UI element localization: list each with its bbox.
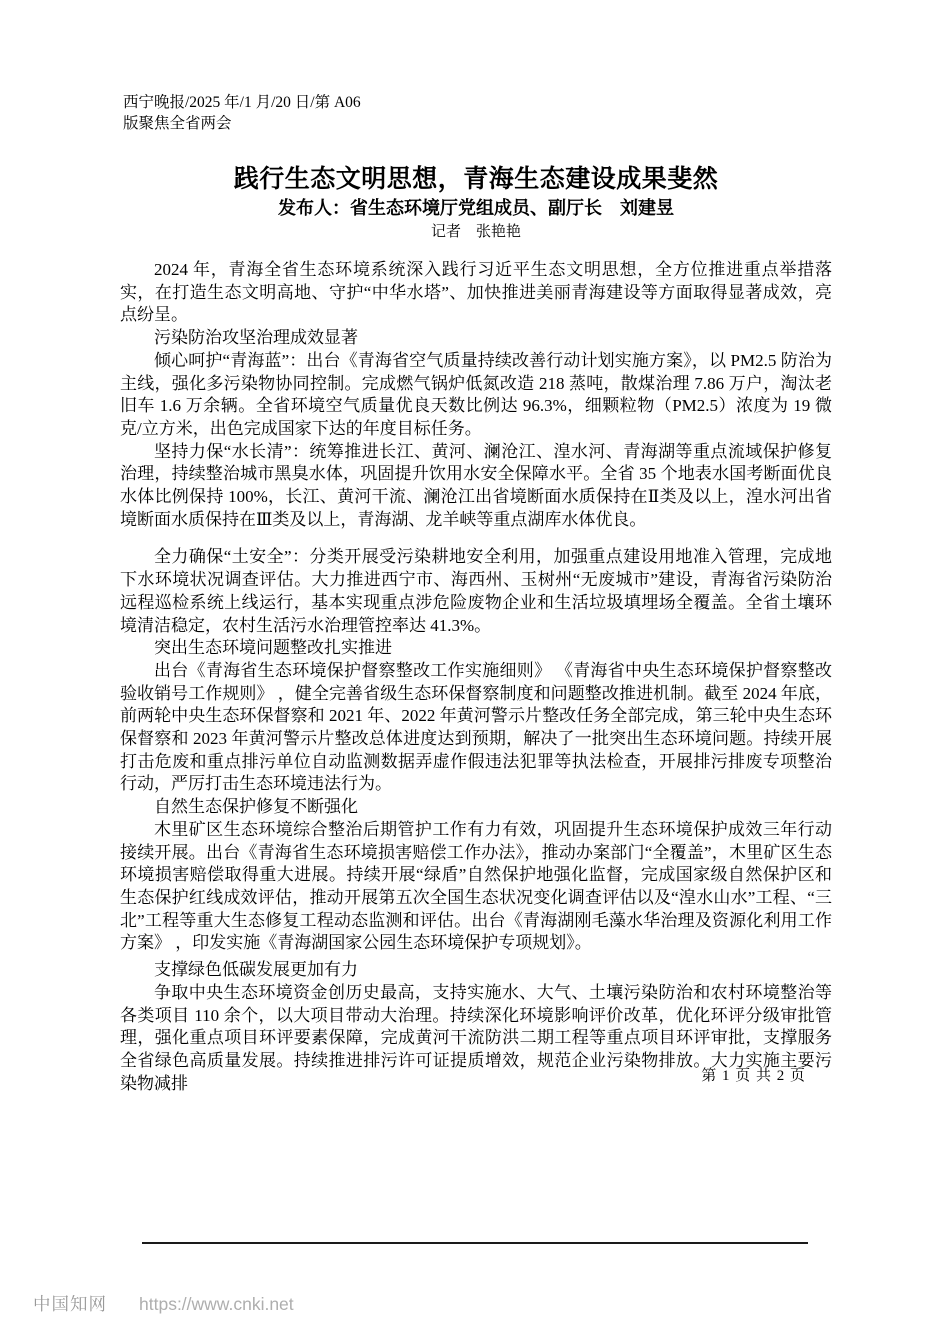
article-title: 践行生态文明思想，青海生态建设成果斐然 (233, 166, 719, 193)
cnki-footer (33, 1291, 294, 1316)
article-paragraph: 出台《青海省生态环境保护督察整改工作实施细则》 《青海省中央生态环境保护督察整改验收销号工作规则》 ，健全完善省级生态环保督察制度和问题整改推进机制。截至 2024 年底，前两轮中央生态环保督察和 2021 年、2022 年黄河警示片整改任务全部完成，第三轮中央生态环保督察和 2023 年黄河警示片整改总体进度达到预期，解决了一批突出生态环境问题。持续开展打击危废和重点排污单位自动监测数据弄虚作假违法犯罪等执法检查，开展排污排废专项整治行动，严厉打击生态环境违法行为。 (120, 660, 832, 794)
source-masthead (123, 92, 835, 134)
section-heading: 污染防治攻坚治理成效显著 (154, 328, 358, 348)
footer-divider (142, 1242, 808, 1244)
article-body (120, 259, 832, 1095)
section-heading: 突出生态环境问题整改扎实推进 (154, 638, 392, 658)
source-line-1: 西宁晚报/2025 年/1 月/20 日/第 A06 (123, 94, 361, 111)
page-number: 第 1 页 共 2 页 (701, 1068, 806, 1084)
article-subtitle: 发布人：省生态环境厅党组成员、副厅长 刘建昱 (278, 198, 674, 218)
article-paragraph: 木里矿区生态环境综合整治后期管护工作有力有效，巩固提升生态环境保护成效三年行动接续开展。出台《青海省生态环境损害赔偿工作办法》，推动办案部门“全覆盖”，木里矿区生态环境损害赔偿取得重大进展。持续开展“绿盾”自然保护地强化监督，完成国家级自然保护区和生态保护红线成效评估，推动开展第五次全国生态状况变化调查评估以及“湟水山水”工程、“三北”工程等重大生态修复工程动态监测和评估。出台《青海湖刚毛藻水华治理及资源化利用工作方案》 ，印发实施《青海湖国家公园生态环境保护专项规划》。 (120, 819, 832, 953)
cnki-brand-label: 中国知网 (33, 1294, 107, 1314)
article-paragraph: 2024 年，青海全省生态环境系统深入践行习近平生态文明思想，全方位推进重点举措落实，在打造生态文明高地、守护“中华水塔”、加快推进美丽青海建设等方面取得显著成效，亮点纷呈。 (120, 260, 832, 325)
section-heading: 自然生态保护修复不断强化 (154, 797, 358, 817)
article-paragraph: 倾心呵护“青海蓝”：出台《青海省空气质量持续改善行动计划实施方案》，以 PM2.5 防治为主线，强化多污染物协同控制。完成燃气锅炉低氮改造 218 蒸吨，散煤治理 7.86 万户，淘汰老旧车 1.6 万余辆。全省环境空气质量优良天数比例达 96.3%，细颗粒物（PM2.5）浓度为 19 微克/立方米，出色完成国家下达的年度目标任务。 (120, 350, 832, 438)
article-byline: 记者 张艳艳 (430, 224, 521, 240)
article-paragraph: 坚持力保“水长清”：统筹推进长江、黄河、澜沧江、湟水河、青海湖等重点流域保护修复治理，持续整治城市黑臭水体，巩固提升饮用水安全保障水平。全省 35 个地表水国考断面优良水体比例保持 100%，长江、黄河干流、澜沧江出省境断面水质保持在Ⅱ类及以上，湟水河出省境断面水质保持在Ⅲ类及以上，青海湖、龙羊峡等重点湖库水体优良。 (120, 441, 832, 529)
article-paragraph: 全力确保“土安全”：分类开展受污染耕地安全利用，加强重点建设用地准入管理，完成地下水环境状况调查评估。大力推进西宁市、海西州、玉树州“无废城市”建设，青海省污染防治远程巡检系统上线运行，基本实现重点涉危险废物企业和生活垃圾填埋场全覆盖。全省土壤环境清洁稳定，农村生活污水治理管控率达 41.3%。 (120, 547, 832, 635)
article-paragraph: 争取中央生态环境资金创历史最高，支持实施水、大气、土壤污染防治和农村环境整治等各类项目 110 余个，以大项目带动大治理。持续深化环境影响评价改革，优化环评分级审批管理，强化重点项目环评要素保障，完成黄河干流防洪二期工程等重点项目环评审批，支撑服务全省绿色高质量发展。持续推进排污许可证提质增效，规范企业污染物排放。大力实施主要污染物减排 (120, 982, 832, 1093)
source-line-2: 版聚焦全省两会 (123, 115, 232, 132)
section-heading: 支撑绿色低碳发展更加有力 (154, 960, 358, 980)
cnki-url-link[interactable]: https://www.cnki.net (139, 1294, 294, 1314)
